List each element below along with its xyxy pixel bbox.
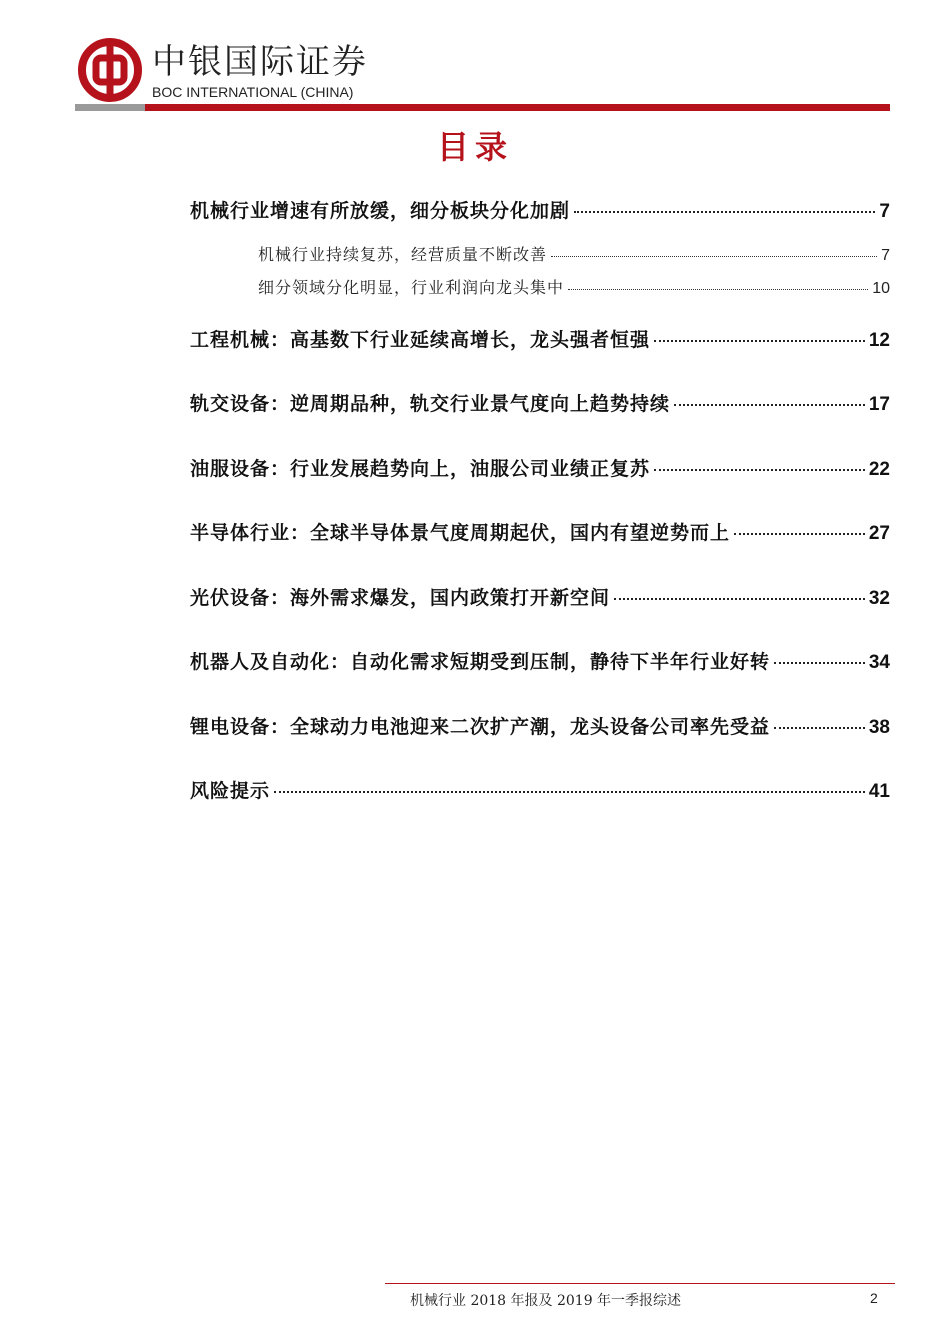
toc-entry[interactable] bbox=[190, 196, 890, 223]
toc-entry-title: 轨交设备：逆周期品种，轨交行业景气度向上趋势持续 bbox=[190, 393, 671, 415]
toc-leader-dots bbox=[654, 340, 865, 342]
toc-entry-page: 38 bbox=[868, 717, 890, 738]
toc-entry-title: 风险提示 bbox=[190, 780, 271, 802]
toc-entry-title: 光伏设备：海外需求爆发，国内政策打开新空间 bbox=[190, 587, 611, 609]
toc-leader-dots bbox=[774, 727, 865, 729]
logo-chinese-name: 中银国际证券 bbox=[152, 42, 368, 82]
toc-entry-page: 34 bbox=[868, 652, 890, 673]
footer-rule bbox=[385, 1283, 895, 1284]
toc-entry-title: 机械行业增速有所放缓，细分板块分化加剧 bbox=[190, 200, 571, 222]
toc-leader-dots bbox=[674, 404, 865, 406]
toc-leader-dots bbox=[774, 662, 865, 664]
toc-entry-page: 7 bbox=[881, 247, 890, 264]
toc-entry[interactable] bbox=[190, 454, 890, 481]
toc-entry[interactable] bbox=[190, 712, 890, 739]
toc-entry-title: 机械行业持续复苏，经营质量不断改善 bbox=[258, 245, 548, 264]
toc-entry-title: 细分领域分化明显，行业利润向龙头集中 bbox=[258, 278, 565, 297]
toc-entry-page: 10 bbox=[872, 280, 890, 297]
toc-subentry[interactable] bbox=[258, 242, 890, 265]
toc-entry-page: 41 bbox=[868, 781, 890, 802]
toc-entry-page: 12 bbox=[868, 330, 890, 351]
toc-entry-page: 22 bbox=[868, 459, 890, 480]
toc-leader-dots bbox=[568, 289, 868, 290]
toc-entry-page: 27 bbox=[868, 523, 890, 544]
toc-entry[interactable] bbox=[190, 389, 890, 416]
toc-leader-dots bbox=[274, 791, 865, 793]
toc-leader-dots bbox=[654, 469, 865, 471]
toc-leader-dots bbox=[574, 211, 875, 213]
toc-entry-title: 锂电设备：全球动力电池迎来二次扩产潮，龙头设备公司率先受益 bbox=[190, 716, 771, 738]
footer-report-title: 机械行业 2018 年报及 2019 年一季报综述 bbox=[410, 1293, 682, 1309]
header-rule bbox=[75, 104, 890, 111]
toc-entry[interactable] bbox=[190, 647, 890, 674]
toc-entry[interactable] bbox=[190, 583, 890, 610]
toc-entry-title: 半导体行业：全球半导体景气度周期起伏，国内有望逆势而上 bbox=[190, 522, 731, 544]
toc-entry-page: 7 bbox=[879, 201, 890, 222]
toc-title: 目录 bbox=[436, 128, 513, 166]
toc-entry-title: 机器人及自动化：自动化需求短期受到压制，静待下半年行业好转 bbox=[190, 651, 771, 673]
toc-entry[interactable] bbox=[190, 518, 890, 545]
footer-page-number: 2 bbox=[870, 1290, 878, 1306]
toc-leader-dots bbox=[734, 533, 865, 535]
toc-entry[interactable] bbox=[190, 776, 890, 803]
toc-leader-dots bbox=[614, 598, 865, 600]
toc-entry-title: 油服设备：行业发展趋势向上，油服公司业绩正复苏 bbox=[190, 458, 651, 480]
page-header bbox=[0, 0, 950, 115]
toc-entry-page: 32 bbox=[868, 588, 890, 609]
logo-english-name: BOC INTERNATIONAL (CHINA) bbox=[152, 84, 354, 100]
toc-subentry[interactable] bbox=[258, 275, 890, 298]
toc-entry[interactable] bbox=[190, 325, 890, 352]
toc-entry-title: 工程机械：高基数下行业延续高增长，龙头强者恒强 bbox=[190, 329, 651, 351]
toc-entry-page: 17 bbox=[868, 394, 890, 415]
boc-logo-icon bbox=[78, 38, 142, 102]
toc-leader-dots bbox=[551, 256, 877, 257]
